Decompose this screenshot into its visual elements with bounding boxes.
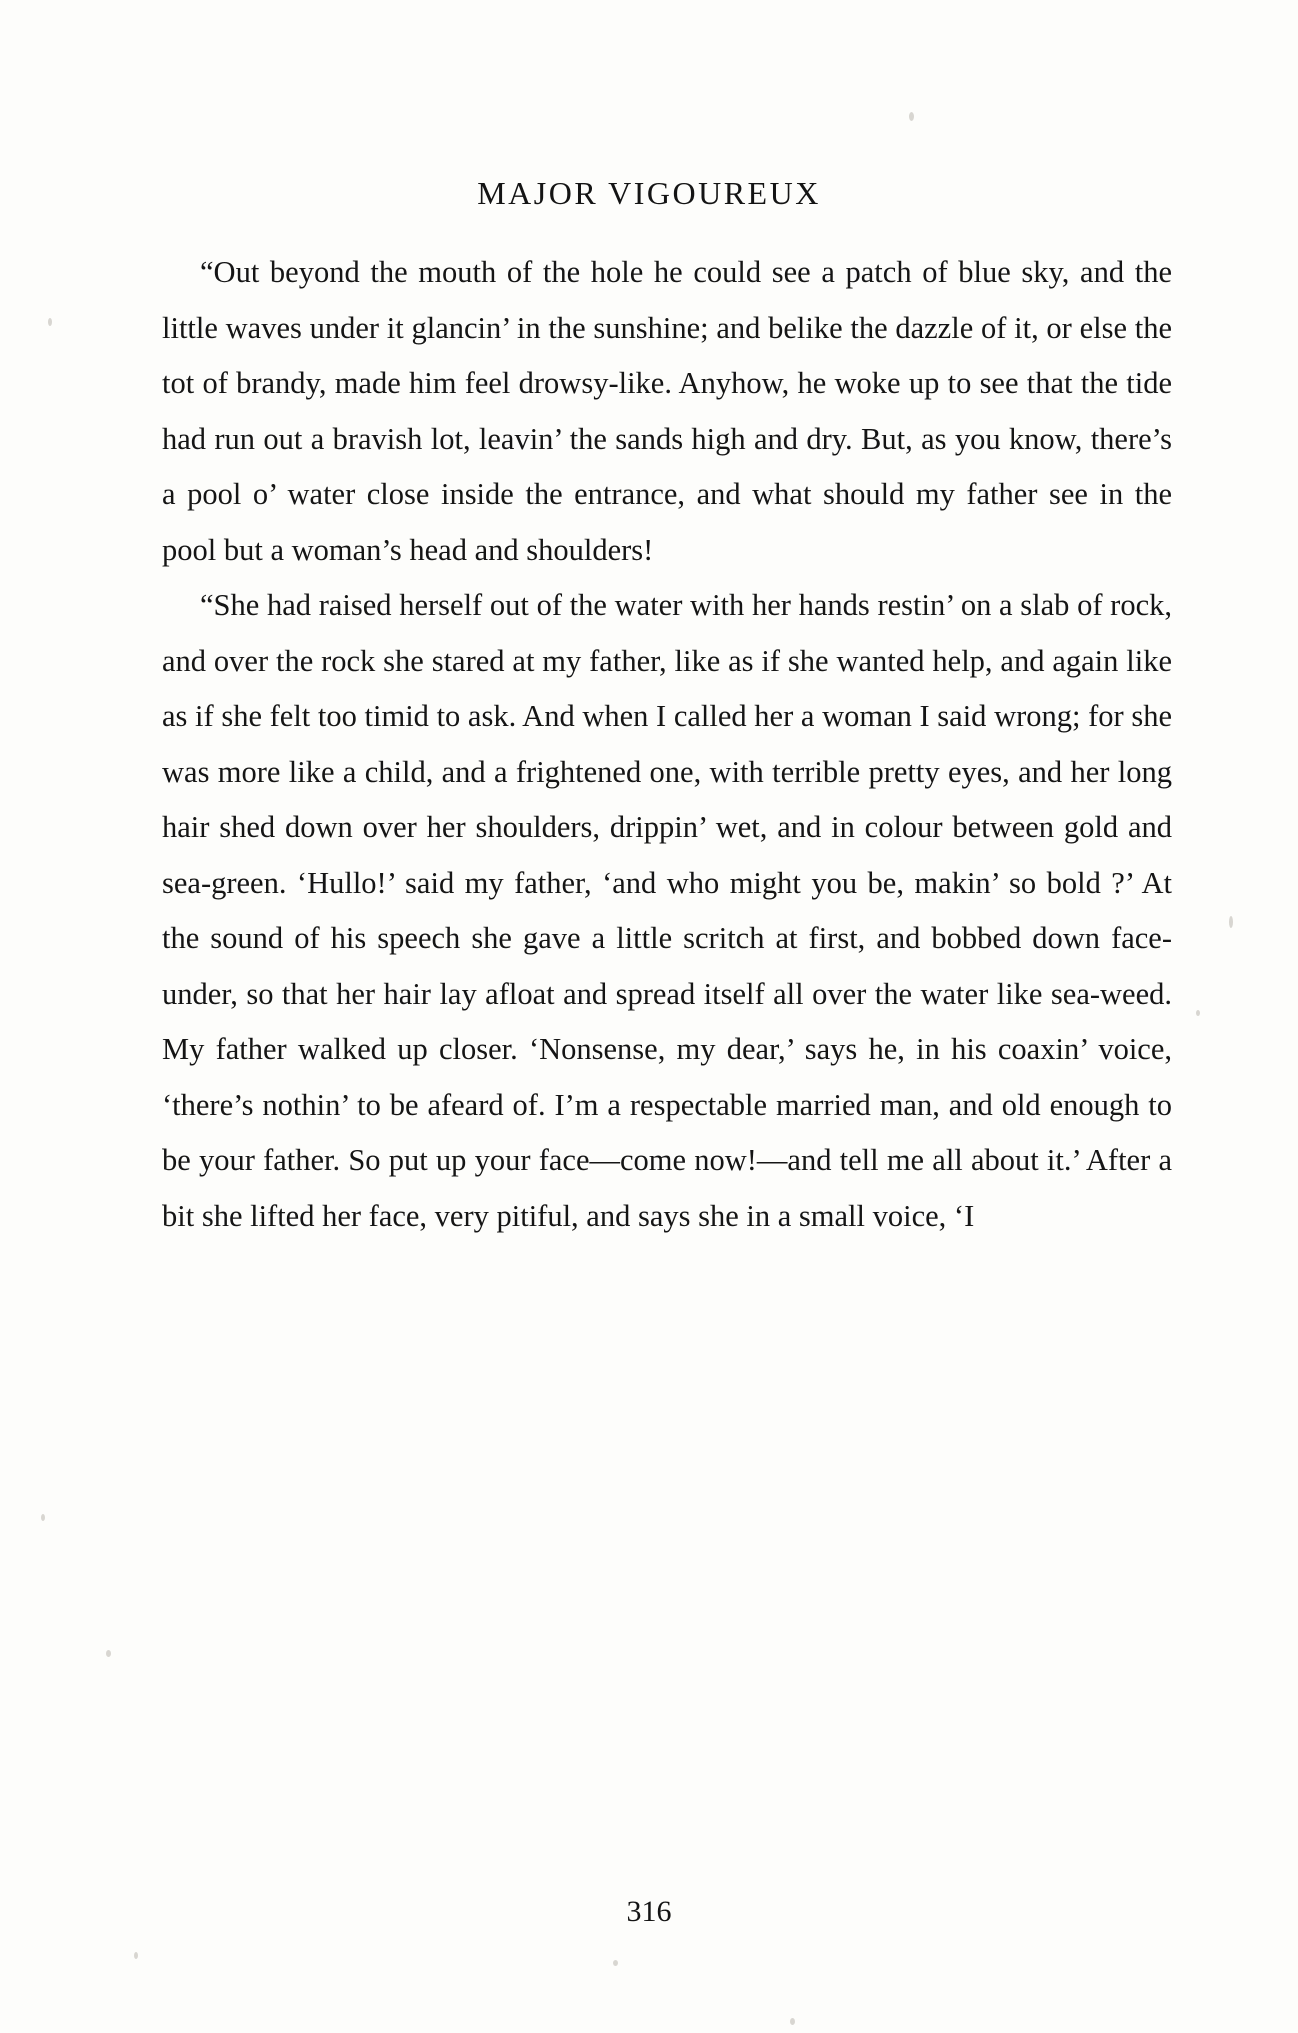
body-text — [162, 245, 1172, 1244]
scan-speck — [790, 2018, 795, 2025]
paragraph: “Out beyond the mouth of the hole he could see a patch of blue sky, and the little waves under it glancin’ in the sunshine; and belike the dazzle of it, or else the tot of brandy, made him feel drowsy-like. Anyhow, he woke up to see that the tide had run out a bravish lot, leavin’ the sands high and dry. But, as you know, there’s a pool o’ water close inside the entrance, and what should my father see in the pool but a woman’s head and shoulders! — [162, 255, 1172, 567]
running-head: MAJOR VIGOUREUX — [477, 175, 821, 211]
scan-speck — [106, 1650, 111, 1657]
scan-speck — [41, 1514, 45, 1521]
page-number: 316 — [626, 1895, 672, 1928]
scan-speck — [909, 112, 914, 121]
paragraph: “She had raised herself out of the water with her hands restin’ on a slab of rock, and over the rock she stared at my father, like as if she wanted help, and again like as if she felt too timid to ask. And when I called her a woman I said wrong; for she was more like a child, and a frightened one, with terrible pretty eyes, and her long hair shed down over her shoulders, drippin’ wet, and in colour between gold and sea-green. ‘Hullo!’ said my father, ‘and who might you be, makin’ so bold ?’ At the sound of his speech she gave a little scritch at first, and bobbed down face-under, so that her hair lay afloat and spread itself all over the water like sea-weed. My father walked up closer. ‘Nonsense, my dear,’ says he, in his coaxin’ voice, ‘there’s nothin’ to be afeard of. I’m a respectable married man, and old enough to be your father. So put up your face—come now!—and tell me all about it.’ After a bit she lifted her face, very pitiful, and says she in a small voice, ‘I — [162, 588, 1172, 1233]
scan-speck — [1196, 1010, 1200, 1016]
scan-speck — [1229, 916, 1233, 928]
scan-speck — [613, 1960, 618, 1966]
scan-speck — [134, 1952, 138, 1959]
scan-speck — [48, 318, 52, 326]
